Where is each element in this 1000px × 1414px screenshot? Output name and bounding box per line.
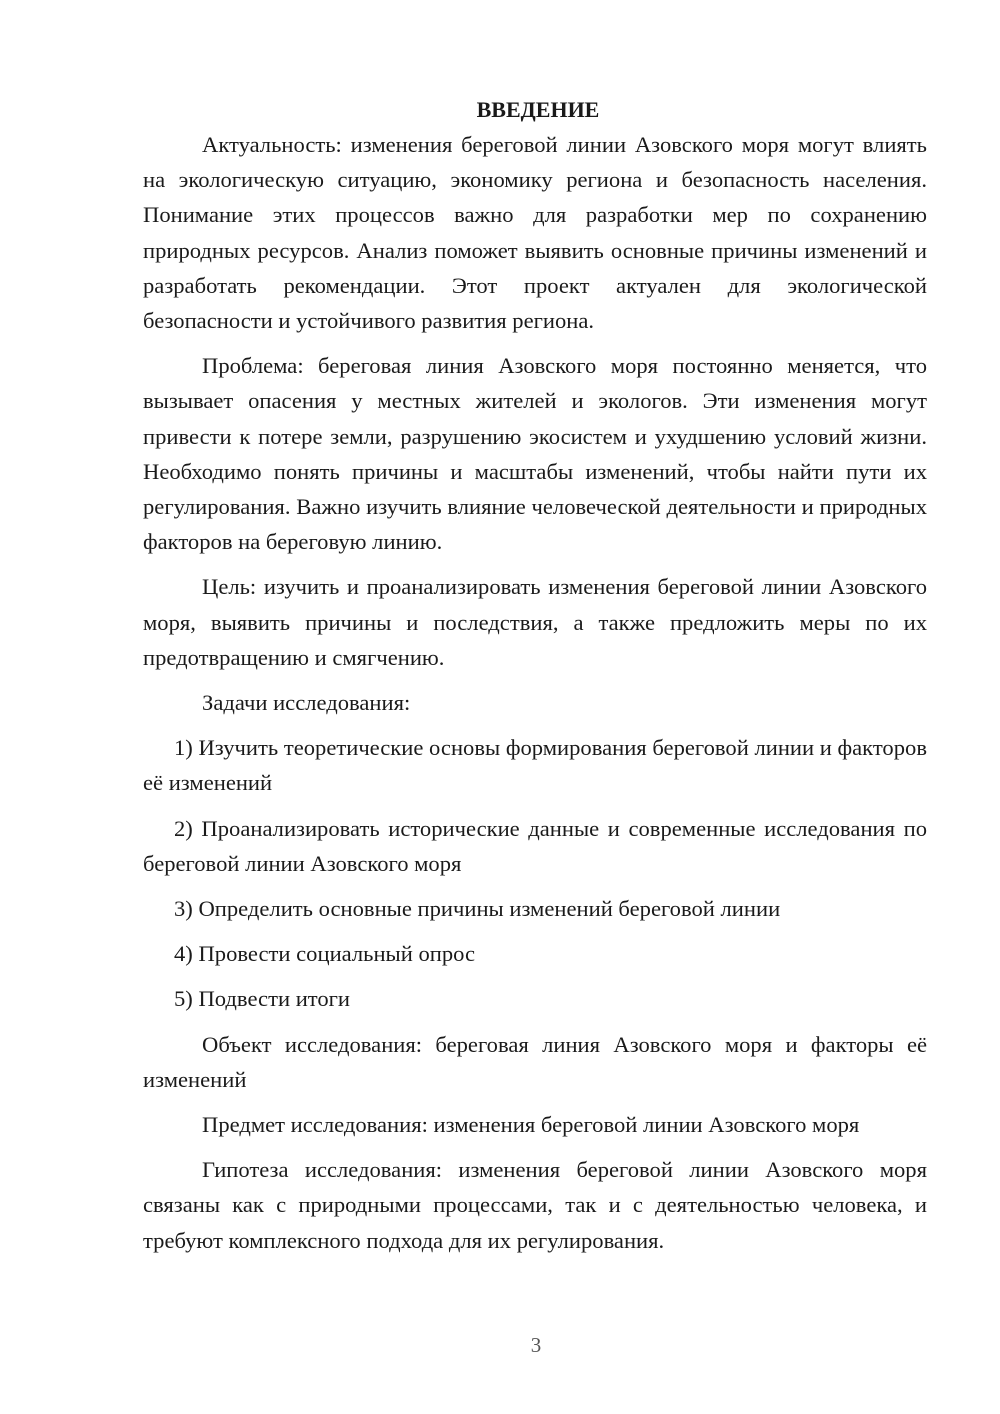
task-item-2: 2) Проанализировать исторические данные и современные исследования по береговой линии Азовского моря: [143, 815, 927, 876]
task-item-5: 5) Подвести итоги: [174, 986, 351, 1012]
page-number: 3: [530, 1333, 542, 1357]
paragraph-hypothesis: Гипотеза исследования: изменения береговой линии Азовского моря связаны как с природными процессами, так и с деятельностью человека, и требуют комплексного подхода для их регулирования.: [143, 1157, 927, 1253]
task-item-1: 1) Изучить теоретические основы формирования береговой линии и факторов её изменений: [143, 735, 927, 796]
paragraph-subject: Предмет исследования: изменения береговой линии Азовского моря: [202, 1112, 860, 1138]
paragraph-problem: Проблема: береговая линия Азовского моря постоянно меняется, что вызывает опасения у местных жителей и экологов. Эти изменения могут привести к потере земли, разрушению экосистем и ухудшению условий жизни. Необходимо понять причины и масштабы изменений, чтобы найти пути их регулирования. Важно изучить влияние человеческой деятельности и природных факторов на береговую линию.: [143, 353, 927, 555]
task-item-3: 3) Определить основные причины изменений береговой линии: [174, 896, 781, 922]
task-item-4: 4) Провести социальный опрос: [174, 941, 476, 967]
section-title: ВВЕДЕНИЕ: [476, 97, 600, 122]
document-page: [143, 92, 927, 1268]
paragraph-object: Объект исследования: береговая линия Азовского моря и факторы её изменений: [143, 1031, 927, 1092]
paragraph-relevance: Актуальность: изменения береговой линии Азовского моря могут влиять на экологическую ситуацию, экономику региона и безопасность населения. Понимание этих процессов важно для разработки мер по сохранению природных ресурсов. Анализ поможет выявить основные причины изменений и разработать рекомендации. Этот проект актуален для экологической безопасности и устойчивого развития региона.: [143, 132, 927, 334]
paragraph-tasks-intro: Задачи исследования:: [202, 690, 411, 716]
paragraph-goal: Цель: изучить и проанализировать изменения береговой линии Азовского моря, выявить причины и последствия, а также предложить меры по их предотвращению и смягчению.: [143, 574, 927, 670]
